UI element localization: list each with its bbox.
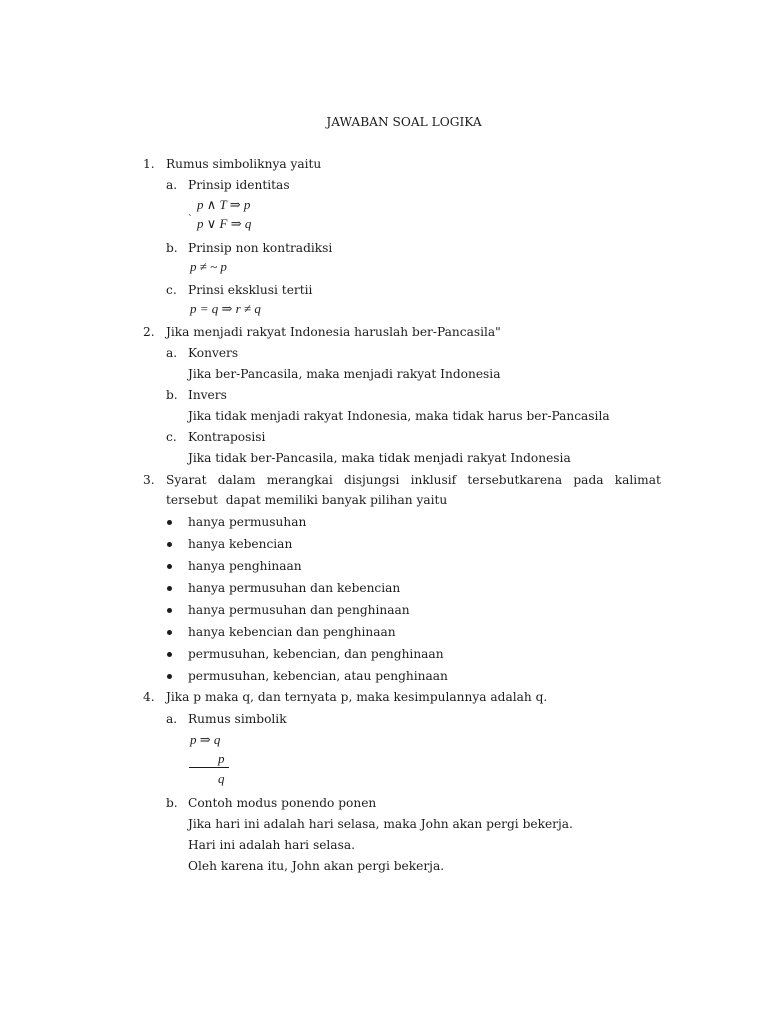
example-line: Hari ini adalah hari selasa. bbox=[188, 838, 355, 852]
formula-identity-2: p ∨ F ⇒ q bbox=[197, 216, 252, 231]
sub-desc-2b: Jika tidak menjadi rakyat Indonesia, maka tidak harus ber-Pancasila bbox=[188, 409, 610, 423]
item-text-1: Rumus simboliknya yaitu bbox=[166, 157, 322, 171]
sub-text-2a: Konvers bbox=[188, 346, 239, 360]
sub-text-1a: Prinsip identitas bbox=[188, 178, 290, 192]
sub-text-4a: Rumus simbolik bbox=[188, 712, 287, 726]
item-text-2: Jika menjadi rakyat Indonesia haruslah ber-Pancasila" bbox=[166, 325, 501, 339]
bullet-dot-icon bbox=[167, 608, 172, 613]
bullet-item: hanya permusuhan dan penghinaan bbox=[188, 603, 410, 617]
inference-rule-line bbox=[189, 767, 229, 768]
sub-text-4b: Contoh modus ponendo ponen bbox=[188, 796, 377, 810]
sub-text-1c: Prinsi eksklusi tertii bbox=[188, 283, 313, 297]
conclusion-q: q bbox=[218, 771, 225, 786]
formula-identity-1: p ∧ T ⇒ p bbox=[197, 197, 251, 212]
bullet-dot-icon bbox=[167, 520, 172, 525]
item-text-3-line1 bbox=[166, 472, 661, 488]
sub-desc-2a: Jika ber-Pancasila, maka menjadi rakyat Indonesia bbox=[188, 367, 501, 381]
word: Syarat bbox=[166, 473, 207, 487]
example-line: Jika hari ini adalah hari selasa, maka John akan pergi bekerja. bbox=[188, 817, 573, 831]
bullet-item: hanya permusuhan bbox=[188, 515, 307, 529]
sub-label-2a: a. bbox=[166, 346, 178, 360]
bullet-dot-icon bbox=[167, 564, 172, 569]
bullet-dot-icon bbox=[167, 674, 172, 679]
bullet-item: permusuhan, kebencian, atau penghinaan bbox=[188, 669, 448, 683]
bullet-item: permusuhan, kebencian, dan penghinaan bbox=[188, 647, 444, 661]
bullet-item: hanya permusuhan dan kebencian bbox=[188, 581, 401, 595]
sub-text-1b: Prinsip non kontradiksi bbox=[188, 241, 333, 255]
sub-label-4a: a. bbox=[166, 712, 178, 726]
formula-noncontradiction: p ≠ ~ p bbox=[190, 259, 227, 274]
word: disjungsi bbox=[344, 473, 400, 487]
word: kalimat bbox=[614, 473, 661, 487]
item-number-1: 1. bbox=[143, 157, 155, 171]
sub-text-2c: Kontraposisi bbox=[188, 430, 266, 444]
sub-label-4b: b. bbox=[166, 796, 178, 810]
item-number-2: 2. bbox=[143, 325, 155, 339]
bullet-item: hanya kebencian bbox=[188, 537, 293, 551]
item-number-4: 4. bbox=[143, 690, 155, 704]
sub-label-1b: b. bbox=[166, 241, 178, 255]
word: dalam bbox=[217, 473, 256, 487]
sub-label-2c: c. bbox=[166, 430, 177, 444]
word: merangkai bbox=[266, 473, 333, 487]
sub-text-2b: Invers bbox=[188, 388, 227, 402]
item-text-3-line2: tersebut dapat memiliki banyak pilihan yaitu bbox=[166, 493, 448, 507]
bullet-dot-icon bbox=[167, 630, 172, 635]
premise-p: p bbox=[218, 751, 225, 766]
premise-implication: p ⇒ q bbox=[190, 732, 221, 747]
word: tersebutkarena bbox=[467, 473, 563, 487]
bullet-dot-icon bbox=[167, 542, 172, 547]
document-title: JAWABAN SOAL LOGIKA bbox=[326, 115, 482, 129]
formula-excluded-middle: p = q ⇒ r ≠ q bbox=[190, 301, 261, 316]
word: pada bbox=[573, 473, 604, 487]
word: inklusif bbox=[410, 473, 457, 487]
sub-label-2b: b. bbox=[166, 388, 178, 402]
sub-label-1a: a. bbox=[166, 178, 178, 192]
bullet-dot-icon bbox=[167, 586, 172, 591]
bullet-dot-icon bbox=[167, 652, 172, 657]
bullet-item: hanya kebencian dan penghinaan bbox=[188, 625, 396, 639]
sub-desc-2c: Jika tidak ber-Pancasila, maka tidak menjadi rakyat Indonesia bbox=[188, 451, 571, 465]
item-number-3: 3. bbox=[143, 473, 155, 487]
item-text-4: Jika p maka q, dan ternyata p, maka kesimpulannya adalah q. bbox=[166, 690, 548, 704]
stray-mark: ` bbox=[188, 215, 193, 225]
bullet-item: hanya penghinaan bbox=[188, 559, 302, 573]
sub-label-1c: c. bbox=[166, 283, 177, 297]
example-line: Oleh karena itu, John akan pergi bekerja. bbox=[188, 859, 445, 873]
